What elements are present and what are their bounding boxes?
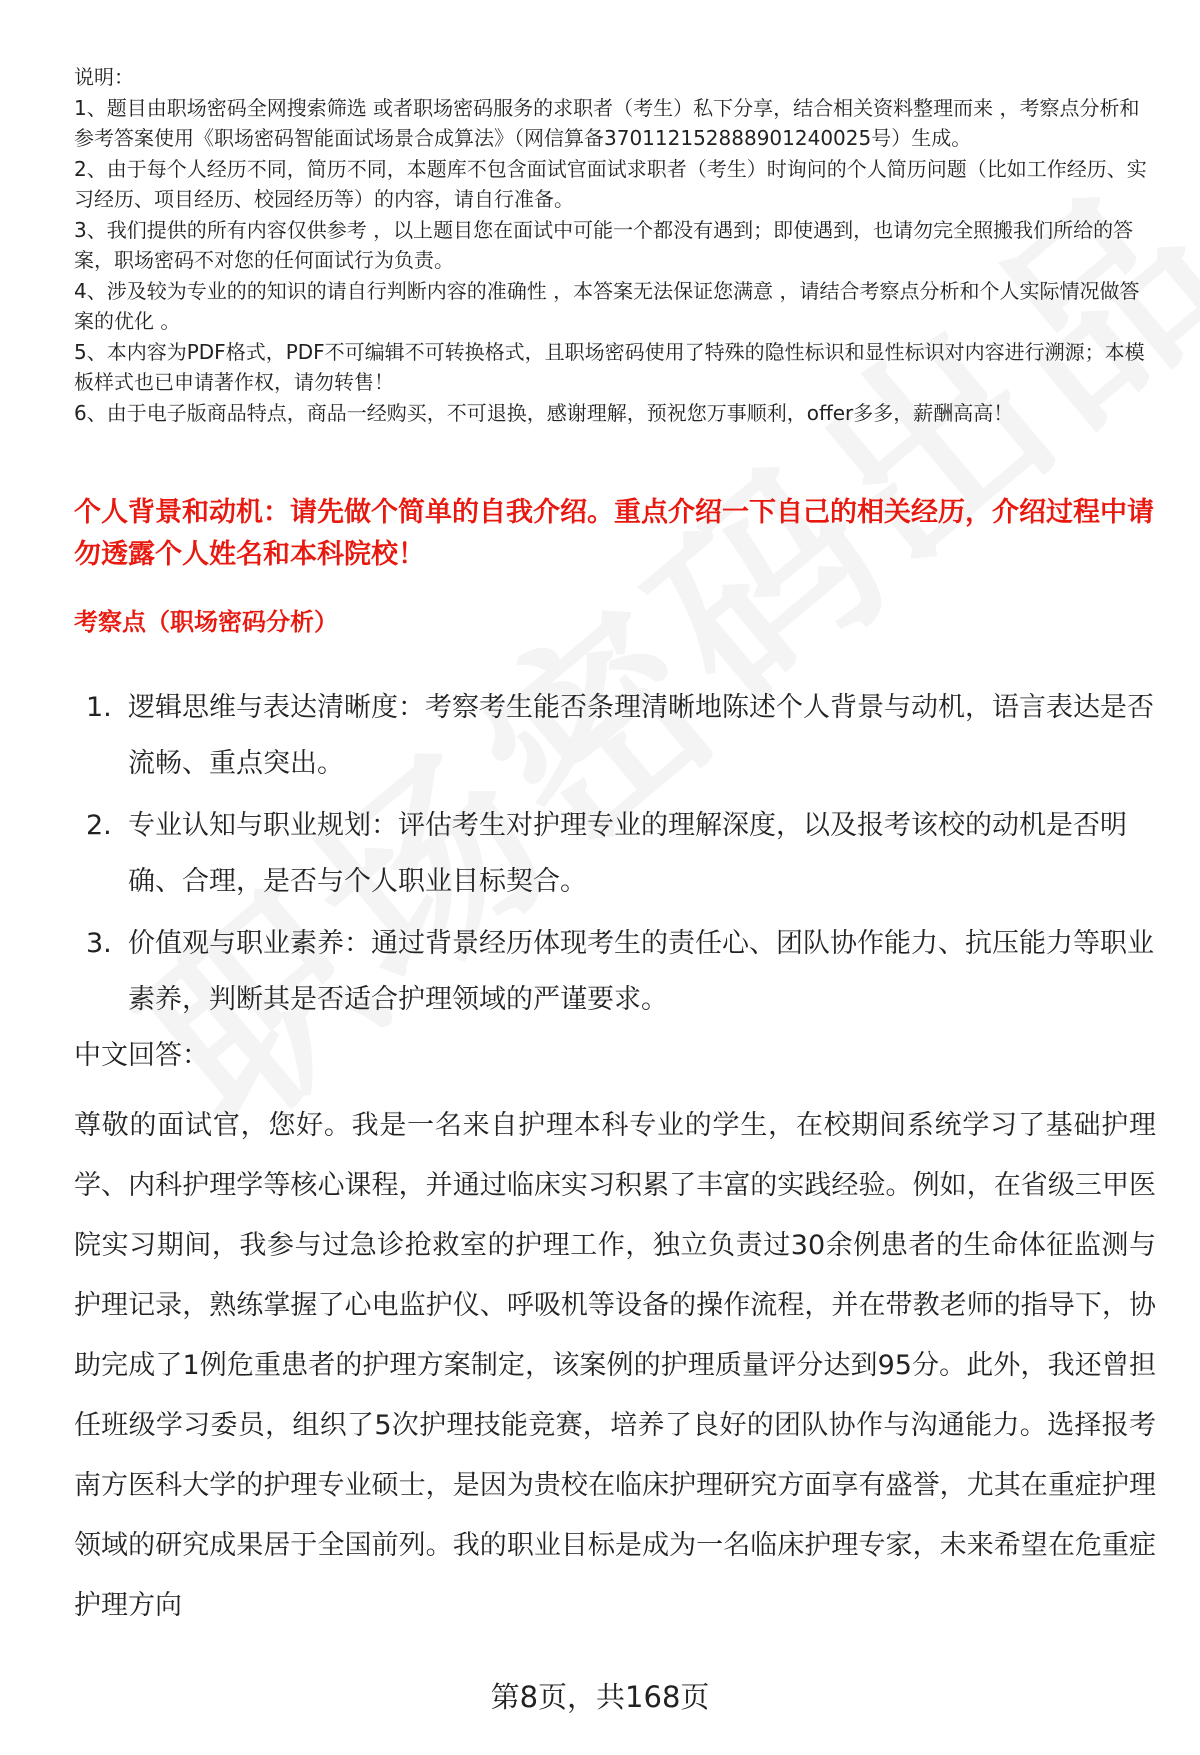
point-number: 3. xyxy=(86,928,112,959)
page-number: 第8页，共168页 xyxy=(490,1680,710,1714)
answer-label: 中文回答： xyxy=(74,1040,209,1071)
notes-heading: 说明： xyxy=(74,65,134,89)
note-item: 6、由于电子版商品特点，商品一经购买，不可退换，感谢理解，预祝您万事顺利，offer多多，薪酬高高！ xyxy=(74,400,1014,425)
point-text: 逻辑思维与表达清晰度：考察考生能否条理清晰地陈述个人背景与动机，语言表达是否流畅、重点突出。 xyxy=(128,692,1154,779)
note-item: 5、本内容为PDF格式，PDF不可编辑不可转换格式，且职场密码使用了特殊的隐性标识和显性标识对内容进行溯源；本模板样式也已申请著作权，请勿转售！ xyxy=(74,339,1145,394)
analysis-points xyxy=(74,680,1154,1034)
analysis-title: 考察点（职场密码分析） xyxy=(74,608,338,636)
note-item: 3、我们提供的所有内容仅供参考 ，以上题目您在面试中可能一个都没有遇到；即使遇到，也请勿完全照搬我们所给的答案，职场密码不对您的任何面试行为负责。 xyxy=(74,217,1134,272)
point-text: 专业认知与职业规划：评估考生对护理专业的理解深度，以及报考该校的动机是否明确、合理，是否与个人职业目标契合。 xyxy=(128,810,1127,897)
note-item: 2、由于每个人经历不同，简历不同，本题库不包含面试官面试求职者（考生）时询问的个人简历问题（比如工作经历、实习经历、项目经历、校园经历等）的内容，请自行准备。 xyxy=(74,156,1147,211)
answer-text: 尊敬的面试官，您好。我是一名来自护理本科专业的学生，在校期间系统学习了基础护理学、内科护理学等核心课程，并通过临床实习积累了丰富的实践经验。例如，在省级三甲医院实习期间，我参与过急诊抢救室的护理工作，独立负责过30余例患者的生命体征监测与护理记录，熟练掌握了心电监护仪、呼吸机等设备的操作流程，并在带教老师的指导下，协助完成了1例危重患者的护理方案制定，该案例的护理质量评分达到95分。此外，我还曾担任班级学习委员，组织了5次护理技能竞赛，培养了良好的团队协作与沟通能力。选择报考南方医科大学的护理专业硕士，是因为贵校在临床护理研究方面享有盛誉，尤其在重症护理领域的研究成果居于全国前列。我的职业目标是成为一名临床护理专家，未来希望在危重症护理方向 xyxy=(74,1110,1156,1621)
analysis-point xyxy=(74,916,1154,1028)
analysis-point xyxy=(74,680,1154,792)
point-number: 1. xyxy=(86,692,112,723)
question-heading: 个人背景和动机：请先做个简单的自我介绍。重点介绍一下自己的相关经历，介绍过程中请勿透露个人姓名和本科院校！ xyxy=(74,497,1154,570)
notes-section xyxy=(74,62,1154,428)
note-item: 4、涉及较为专业的的知识的请自行判断内容的准确性 ，本答案无法保证您满意 ，请结合考察点分析和个人实际情况做答案的优化 。 xyxy=(74,278,1140,333)
point-number: 2. xyxy=(86,810,112,841)
analysis-point xyxy=(74,798,1154,910)
note-item: 1、题目由职场密码全网搜索筛选 或者职场密码服务的求职者（考生）私下分享，结合相关资料整理而来 ，考察点分析和参考答案使用《职场密码智能面试场景合成算法》（网信算备370112152888901240025号）生成。 xyxy=(74,95,1140,150)
point-text: 价值观与职业素养：通过背景经历体现考生的责任心、团队协作能力、抗压能力等职业素养，判断其是否适合护理领域的严谨要求。 xyxy=(128,928,1154,1015)
